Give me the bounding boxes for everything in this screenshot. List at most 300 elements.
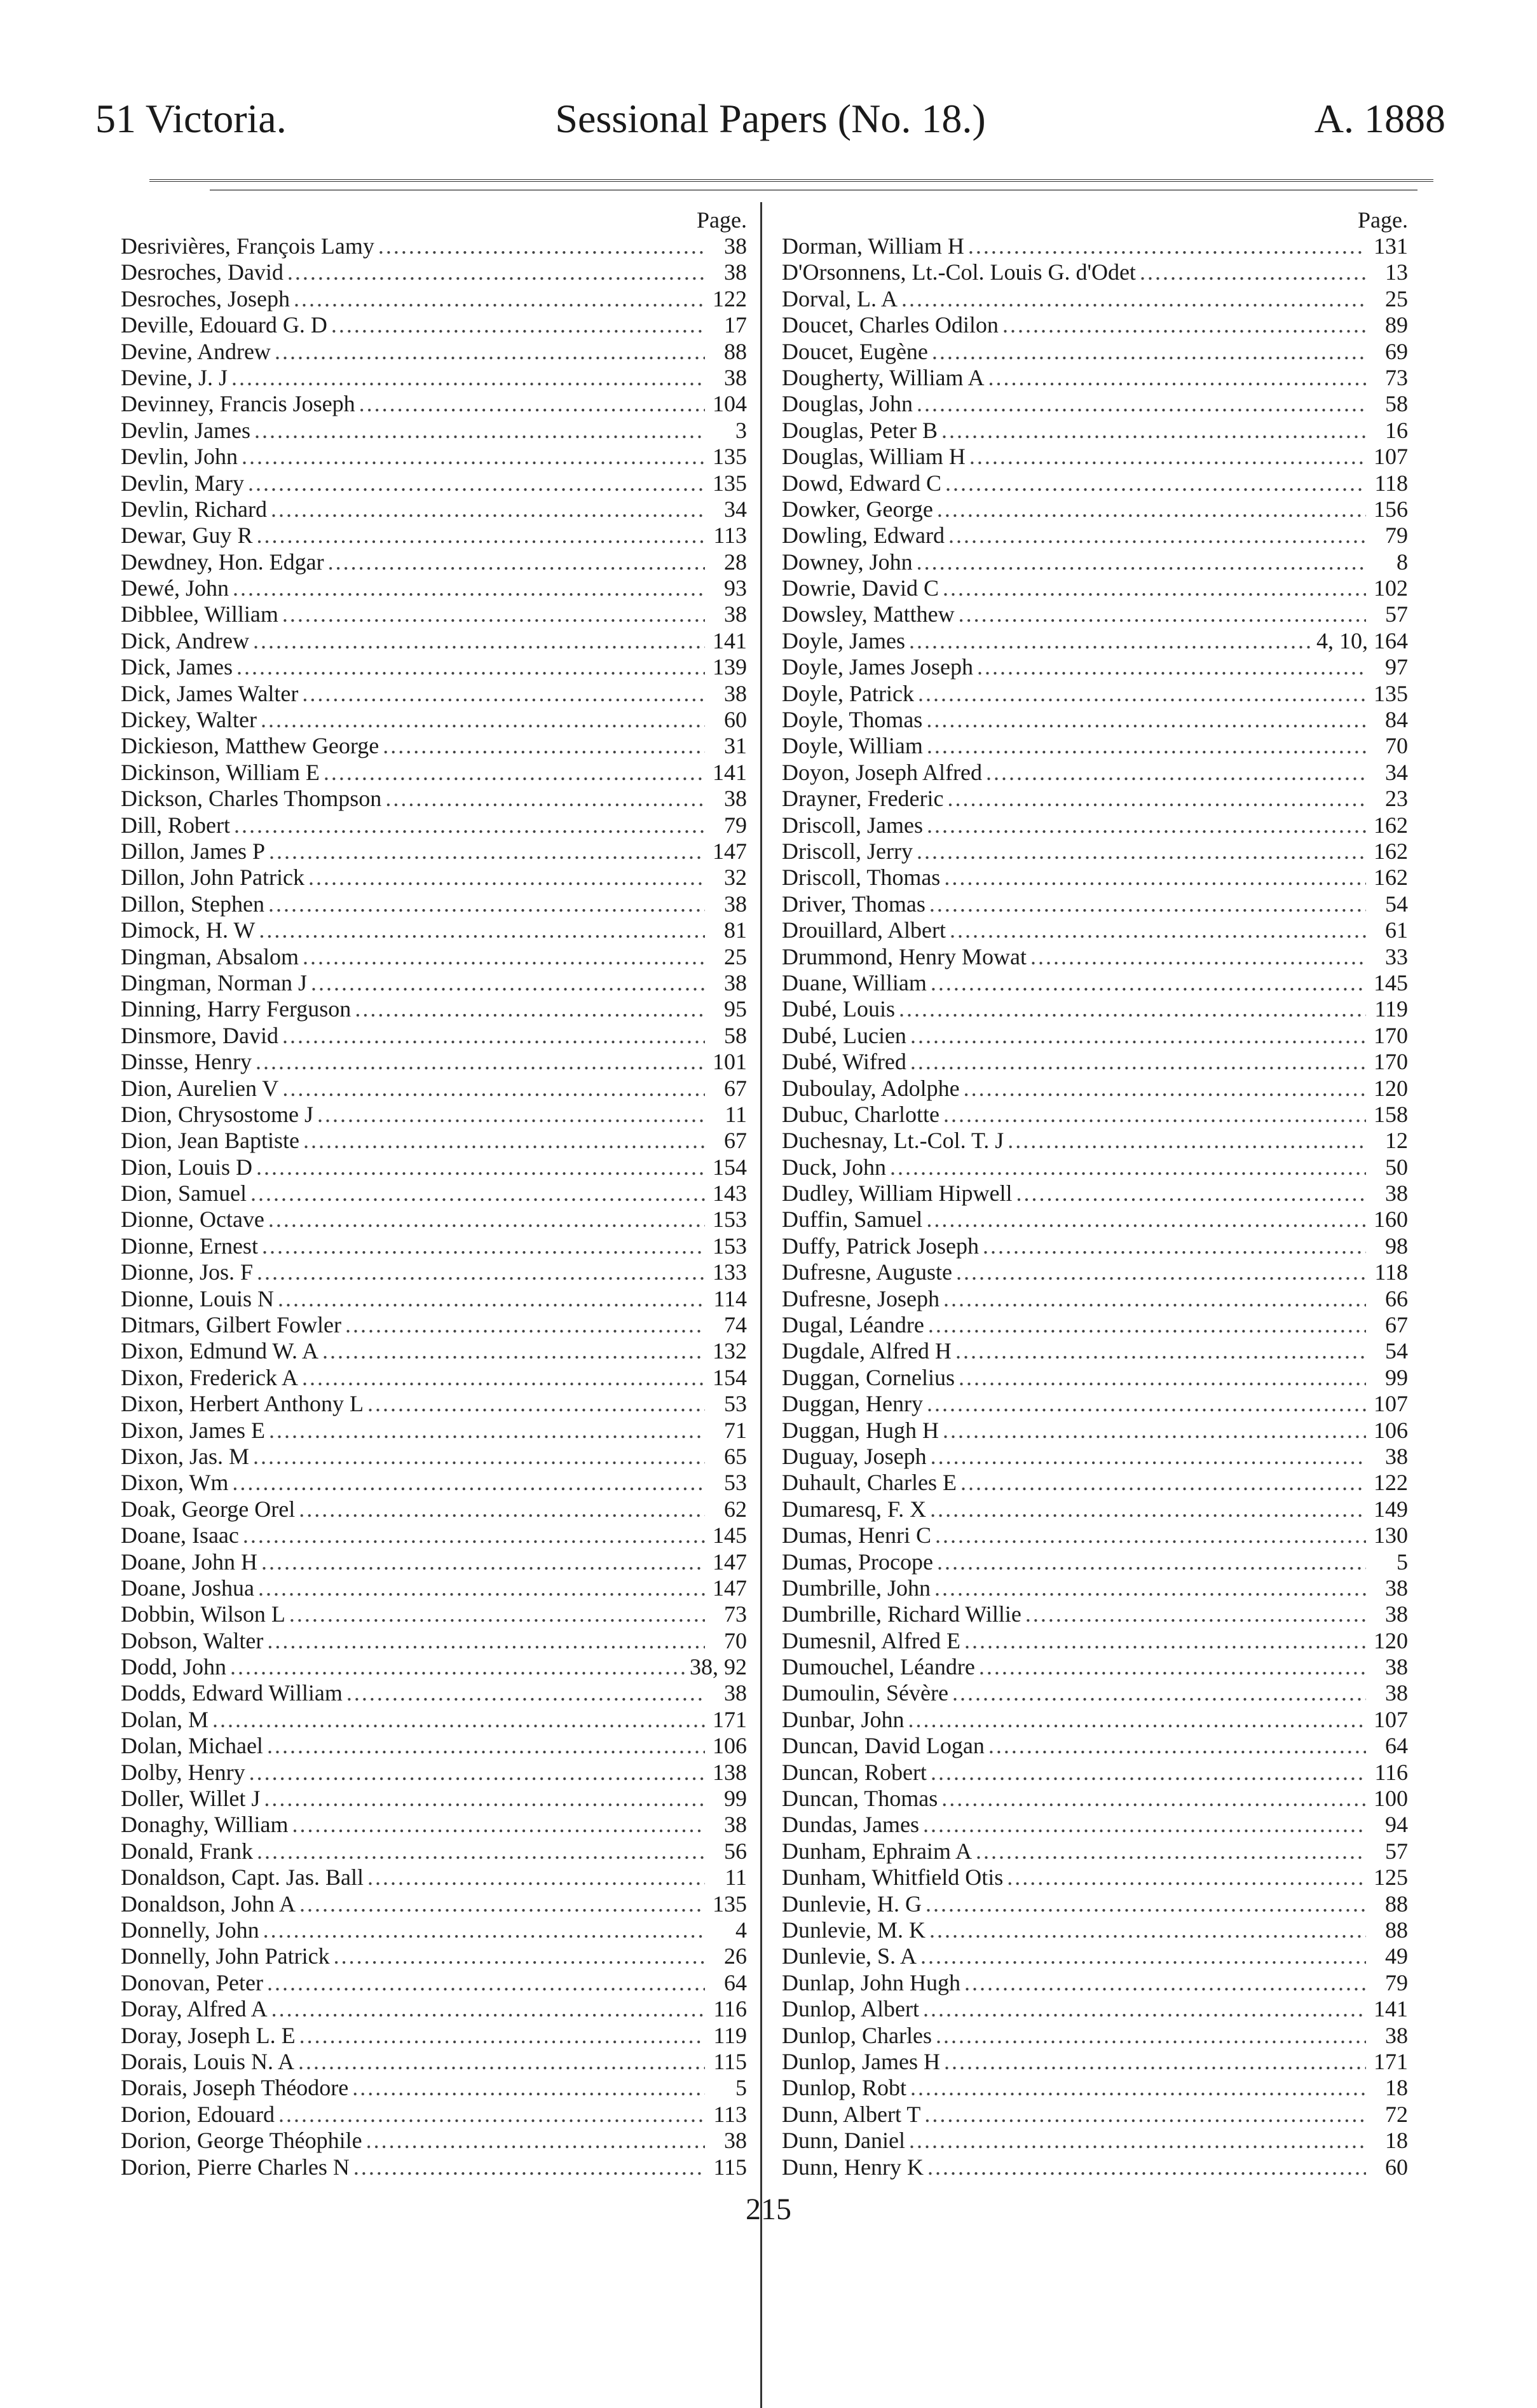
index-entry xyxy=(782,1418,1408,1444)
dot-leader xyxy=(258,1575,705,1601)
dot-leader xyxy=(302,681,705,707)
entry-page: 70 xyxy=(1385,733,1408,759)
dot-leader xyxy=(346,1680,705,1706)
index-entry xyxy=(782,891,1408,917)
entry-page: 58 xyxy=(1385,391,1408,417)
index-list-right xyxy=(782,233,1408,2180)
entry-page: 33 xyxy=(1385,943,1408,969)
entry-page: 54 xyxy=(1385,891,1408,917)
index-entry xyxy=(121,1102,747,1128)
entry-name: Dolan, Michael xyxy=(121,1733,263,1759)
dot-leader xyxy=(254,418,705,444)
entry-name: Donaldson, John A xyxy=(121,1891,296,1917)
entry-page: 93 xyxy=(724,575,747,601)
entry-page: 32 xyxy=(724,865,747,891)
index-entry xyxy=(121,628,747,654)
entry-page: 98 xyxy=(1385,1233,1408,1259)
index-entry xyxy=(121,259,747,285)
entry-name: Doray, Alfred A xyxy=(121,1996,268,2022)
entry-name: Dodd, John xyxy=(121,1654,227,1680)
entry-page: 25 xyxy=(724,943,747,969)
entry-name: Dunn, Daniel xyxy=(782,2128,905,2154)
entry-page: 132 xyxy=(713,1338,747,1364)
dot-leader xyxy=(910,2075,1366,2101)
index-entry xyxy=(121,812,747,838)
dot-leader xyxy=(956,1259,1366,1285)
entry-name: Dubé, Louis xyxy=(782,996,895,1022)
entry-name: Doyon, Joseph Alfred xyxy=(782,759,982,785)
entry-page: 13 xyxy=(1385,259,1408,285)
index-entry xyxy=(782,2102,1408,2128)
entry-name: Dumbrille, Richard Willie xyxy=(782,1601,1021,1627)
dot-leader xyxy=(923,1812,1366,1838)
index-entry xyxy=(121,944,747,970)
dot-leader xyxy=(278,1286,705,1312)
index-entry xyxy=(121,1970,747,1996)
dot-leader xyxy=(292,1812,705,1838)
entry-page: 84 xyxy=(1385,707,1408,733)
entry-page: 118 xyxy=(1374,470,1408,496)
dot-leader xyxy=(267,1628,705,1654)
index-entry xyxy=(782,2049,1408,2075)
entry-name: Dorais, Louis N. A xyxy=(121,2048,294,2074)
index-list-left xyxy=(121,233,747,2180)
dot-leader xyxy=(1016,1180,1367,1207)
entry-name: Dillon, John Patrick xyxy=(121,865,304,891)
dot-leader xyxy=(924,2102,1366,2128)
entry-page: 97 xyxy=(1385,654,1408,680)
entry-name: Duggan, Hugh H xyxy=(782,1417,939,1443)
index-entry xyxy=(782,1943,1408,1969)
index-entry xyxy=(121,1522,747,1549)
entry-name: Doucet, Eugène xyxy=(782,338,928,364)
entry-page: 99 xyxy=(724,1786,747,1812)
index-entry xyxy=(782,1917,1408,1943)
entry-page: 107 xyxy=(1374,1706,1408,1732)
index-entry xyxy=(782,628,1408,654)
entry-name: Devinney, Francis Joseph xyxy=(121,391,355,417)
dot-leader xyxy=(964,1076,1366,1102)
index-entry xyxy=(782,1838,1408,1864)
entry-name: Dorion, Pierre Charles N xyxy=(121,2154,350,2180)
dot-leader xyxy=(926,1207,1366,1233)
index-entry xyxy=(121,575,747,601)
entry-page: 38 xyxy=(724,969,747,995)
index-entry xyxy=(782,1365,1408,1391)
index-entry xyxy=(121,1180,747,1207)
entry-page: 67 xyxy=(1385,1312,1408,1338)
dot-leader xyxy=(352,2075,705,2101)
entry-page: 131 xyxy=(1374,233,1408,259)
dot-leader xyxy=(230,1654,686,1680)
index-entry xyxy=(121,1365,747,1391)
index-entry xyxy=(782,944,1408,970)
entry-name: Doane, John H xyxy=(121,1549,257,1575)
index-entry xyxy=(782,365,1408,391)
index-entry xyxy=(121,312,747,338)
entry-page: 143 xyxy=(713,1180,747,1207)
entry-name: Dionne, Louis N xyxy=(121,1285,274,1311)
entry-page: 106 xyxy=(1374,1417,1408,1443)
entry-name: Dubuc, Charlotte xyxy=(782,1101,939,1127)
entry-page: 99 xyxy=(1385,1364,1408,1390)
dot-leader xyxy=(261,1549,705,1575)
index-entry xyxy=(121,1996,747,2022)
index-entry xyxy=(121,2128,747,2154)
entry-page: 38 xyxy=(724,1680,747,1706)
index-entry xyxy=(782,1023,1408,1049)
entry-page: 122 xyxy=(713,285,747,311)
dot-leader xyxy=(267,1970,705,1996)
index-entry xyxy=(121,1391,747,1417)
dot-leader xyxy=(928,1312,1366,1338)
index-entry xyxy=(121,1760,747,1786)
dot-leader xyxy=(908,1707,1366,1733)
entry-name: Dumas, Procope xyxy=(782,1549,933,1575)
dot-leader xyxy=(383,733,705,759)
entry-name: Dewdney, Hon. Edgar xyxy=(121,549,324,575)
entry-name: Donnelly, John xyxy=(121,1917,259,1943)
header-title: Sessional Papers (No. 18.) xyxy=(555,96,986,141)
entry-page: 34 xyxy=(1385,759,1408,785)
index-entry xyxy=(782,1076,1408,1102)
dot-leader xyxy=(937,1549,1366,1575)
entry-page: 141 xyxy=(713,627,747,653)
entry-name: Dubé, Lucien xyxy=(782,1022,906,1048)
entry-name: Dorion, Edouard xyxy=(121,2101,275,2127)
entry-name: Dougherty, William A xyxy=(782,364,985,390)
dot-leader xyxy=(988,1733,1366,1759)
entry-page: 88 xyxy=(724,338,747,364)
dot-leader xyxy=(910,1049,1366,1075)
dot-leader xyxy=(917,549,1366,575)
entry-name: Dunlap, John Hugh xyxy=(782,1969,960,1995)
entry-name: Doane, Isaac xyxy=(121,1522,239,1549)
entry-page: 38 xyxy=(724,259,747,285)
dot-leader xyxy=(248,470,705,496)
dot-leader xyxy=(253,628,705,654)
dot-leader xyxy=(931,970,1366,996)
index-entry xyxy=(121,444,747,470)
entry-name: Dionne, Ernest xyxy=(121,1233,258,1259)
entry-name: Dunham, Ephraim A xyxy=(782,1838,972,1864)
dot-leader xyxy=(983,1233,1366,1259)
entry-page: 38 xyxy=(1385,1575,1408,1601)
dot-leader xyxy=(901,286,1366,312)
entry-name: Doyle, Patrick xyxy=(782,680,914,706)
index-entry xyxy=(121,760,747,786)
index-entry xyxy=(782,838,1408,865)
dot-leader xyxy=(931,1444,1366,1470)
entry-page: 139 xyxy=(713,654,747,680)
index-entry xyxy=(782,1654,1408,1680)
entry-name: Dolby, Henry xyxy=(121,1759,245,1785)
entry-name: Duboulay, Adolphe xyxy=(782,1075,960,1101)
entry-page: 104 xyxy=(713,391,747,417)
index-entry xyxy=(782,760,1408,786)
index-entry xyxy=(782,391,1408,417)
dot-leader xyxy=(944,865,1366,891)
entry-page: 138 xyxy=(713,1759,747,1785)
header-rule xyxy=(149,179,1433,182)
index-entry xyxy=(782,1549,1408,1575)
dot-leader xyxy=(262,1233,705,1259)
index-entry xyxy=(121,1496,747,1522)
dot-leader xyxy=(941,1786,1366,1812)
entry-page: 89 xyxy=(1385,312,1408,338)
index-entry xyxy=(121,917,747,943)
index-entry xyxy=(121,996,747,1022)
entry-name: Dion, Chrysostome J xyxy=(121,1101,314,1127)
entry-page: 17 xyxy=(724,312,747,338)
index-entry xyxy=(782,575,1408,601)
index-entry xyxy=(782,996,1408,1022)
index-entry xyxy=(782,786,1408,812)
entry-page: 73 xyxy=(1385,364,1408,390)
entry-name: Driver, Thomas xyxy=(782,891,926,917)
index-entry xyxy=(121,1338,747,1364)
index-entry xyxy=(782,233,1408,259)
entry-page: 64 xyxy=(724,1969,747,1995)
index-entry xyxy=(782,1628,1408,1654)
dot-leader xyxy=(1025,1601,1366,1627)
entry-page: 154 xyxy=(713,1364,747,1390)
entry-name: Duchesnay, Lt.-Col. T. J xyxy=(782,1128,1004,1154)
entry-page: 114 xyxy=(713,1285,747,1311)
dot-leader xyxy=(968,233,1366,259)
entry-name: Dunbar, John xyxy=(782,1706,905,1732)
dot-leader xyxy=(941,418,1366,444)
entry-name: Douglas, John xyxy=(782,391,913,417)
entry-name: Dobbin, Wilson L xyxy=(121,1601,285,1627)
dot-leader xyxy=(948,523,1366,549)
entry-name: Dobson, Walter xyxy=(121,1627,264,1653)
index-entry xyxy=(121,1917,747,1943)
dot-leader xyxy=(271,496,705,523)
entry-page: 100 xyxy=(1374,1786,1408,1812)
index-entry xyxy=(121,1707,747,1733)
entry-page: 60 xyxy=(724,707,747,733)
entry-name: Dingman, Norman J xyxy=(121,969,307,995)
dot-leader xyxy=(282,601,705,627)
dot-leader xyxy=(959,1365,1366,1391)
dot-leader xyxy=(268,1207,705,1233)
index-entry xyxy=(782,286,1408,312)
dot-leader xyxy=(345,1312,705,1338)
dot-leader xyxy=(969,444,1366,470)
entry-page: 31 xyxy=(724,733,747,759)
index-entry xyxy=(121,786,747,812)
dot-leader xyxy=(334,1943,705,1969)
entry-name: Dowling, Edward xyxy=(782,523,945,549)
dot-leader xyxy=(927,733,1366,759)
entry-page: 38 xyxy=(724,2128,747,2154)
dot-leader xyxy=(976,1838,1366,1864)
index-entry xyxy=(782,1180,1408,1207)
dot-leader xyxy=(367,1864,705,1891)
index-entry xyxy=(782,1522,1408,1549)
entry-page: 60 xyxy=(1385,2154,1408,2180)
index-entry xyxy=(782,601,1408,627)
index-entry xyxy=(782,523,1408,549)
entry-page: 4, 10, 164 xyxy=(1316,627,1408,653)
entry-page: 70 xyxy=(724,1627,747,1653)
dot-leader xyxy=(294,286,705,312)
dot-leader xyxy=(1140,259,1366,285)
entry-name: Dunham, Whitfield Otis xyxy=(782,1864,1004,1891)
entry-page: 149 xyxy=(1374,1496,1408,1522)
entry-name: Dunlevie, M. K xyxy=(782,1917,926,1943)
entry-page: 135 xyxy=(713,444,747,470)
dot-leader xyxy=(242,444,705,470)
entry-name: Dingman, Absalom xyxy=(121,943,299,969)
entry-name: Dunlop, Robt xyxy=(782,2075,907,2101)
entry-name: Duggan, Henry xyxy=(782,1391,923,1417)
dot-leader xyxy=(303,1128,705,1154)
entry-name: Dumbrille, John xyxy=(782,1575,931,1601)
index-entry xyxy=(782,1891,1408,1917)
entry-page: 61 xyxy=(1385,917,1408,943)
entry-page: 4 xyxy=(735,1917,747,1943)
index-entry xyxy=(782,707,1408,733)
entry-name: Dumoulin, Sévère xyxy=(782,1680,948,1706)
entry-name: Devlin, Mary xyxy=(121,470,244,496)
header-rule-secondary xyxy=(210,189,1417,191)
entry-page: 62 xyxy=(724,1496,747,1522)
entry-name: Dorval, L. A xyxy=(782,285,898,311)
index-entry xyxy=(121,1654,747,1680)
index-entry xyxy=(782,681,1408,707)
entry-name: Duncan, David Logan xyxy=(782,1733,985,1759)
entry-page: 74 xyxy=(724,1312,747,1338)
dot-leader xyxy=(322,1338,705,1364)
entry-page: 125 xyxy=(1374,1864,1408,1891)
index-entry xyxy=(782,1128,1408,1154)
index-entry xyxy=(782,654,1408,680)
entry-page: 53 xyxy=(724,1470,747,1496)
dot-leader xyxy=(263,1917,705,1943)
entry-name: Doyle, William xyxy=(782,733,923,759)
entry-page: 88 xyxy=(1385,1917,1408,1943)
entry-page: 57 xyxy=(1385,601,1408,627)
dot-leader xyxy=(261,707,705,733)
entry-name: Dorion, George Théophile xyxy=(121,2128,362,2154)
entry-name: Douglas, Peter B xyxy=(782,417,938,443)
entry-name: Duffin, Samuel xyxy=(782,1207,923,1233)
entry-name: Donaghy, William xyxy=(121,1812,289,1838)
dot-leader xyxy=(920,1943,1366,1969)
dot-leader xyxy=(259,917,705,943)
index-entry xyxy=(121,1312,747,1338)
entry-page: 170 xyxy=(1374,1022,1408,1048)
entry-page: 120 xyxy=(1374,1075,1408,1101)
dot-leader xyxy=(937,496,1366,523)
entry-page: 162 xyxy=(1374,865,1408,891)
index-entry xyxy=(782,1575,1408,1601)
entry-name: Duck, John xyxy=(782,1154,886,1180)
entry-page: 81 xyxy=(724,917,747,943)
index-entry xyxy=(121,1444,747,1470)
entry-page: 113 xyxy=(713,2101,747,2127)
entry-page: 153 xyxy=(713,1233,747,1259)
dot-leader xyxy=(353,2154,705,2180)
dot-leader xyxy=(257,1838,705,1864)
index-entry xyxy=(121,1601,747,1627)
dot-leader xyxy=(955,1338,1366,1364)
dot-leader xyxy=(917,838,1366,865)
dot-leader xyxy=(945,470,1366,496)
dot-leader xyxy=(249,1760,705,1786)
index-entry xyxy=(782,970,1408,996)
index-entry xyxy=(121,1286,747,1312)
entry-name: Dixon, Frederick A xyxy=(121,1364,298,1390)
entry-name: Dumas, Henri C xyxy=(782,1522,931,1549)
index-entry xyxy=(121,1838,747,1864)
dot-leader xyxy=(1007,1864,1366,1891)
dot-leader xyxy=(927,812,1366,838)
entry-page: 160 xyxy=(1374,1207,1408,1233)
dot-leader xyxy=(233,575,705,601)
entry-name: Dufresne, Auguste xyxy=(782,1259,952,1285)
dot-leader xyxy=(988,365,1366,391)
dot-leader xyxy=(317,1102,705,1128)
dot-leader xyxy=(952,1680,1366,1706)
entry-name: Devine, Andrew xyxy=(121,338,271,364)
dot-leader xyxy=(278,2102,705,2128)
entry-page: 135 xyxy=(713,1891,747,1917)
index-entry xyxy=(121,1680,747,1706)
entry-name: Doane, Joshua xyxy=(121,1575,254,1601)
index-entry xyxy=(121,2023,747,2049)
entry-name: Dodds, Edward William xyxy=(121,1680,343,1706)
index-entry xyxy=(782,1996,1408,2022)
entry-name: Dunlop, Albert xyxy=(782,1996,919,2022)
entry-name: Devine, J. J xyxy=(121,364,228,390)
dot-leader xyxy=(282,1023,705,1049)
dot-leader xyxy=(960,1470,1366,1496)
dot-leader xyxy=(331,312,705,338)
index-entry xyxy=(121,601,747,627)
dot-leader xyxy=(927,2154,1366,2180)
dot-leader xyxy=(302,1365,705,1391)
index-entry xyxy=(121,1733,747,1759)
index-entry xyxy=(782,549,1408,575)
dot-leader xyxy=(299,2023,705,2049)
dot-leader xyxy=(1002,312,1366,338)
entry-name: Dill, Robert xyxy=(121,812,230,838)
entry-page: 118 xyxy=(1374,1259,1408,1285)
entry-page: 38 xyxy=(1385,1601,1408,1627)
index-entry xyxy=(121,733,747,759)
entry-name: Dowd, Edward C xyxy=(782,470,941,496)
dot-leader xyxy=(927,1391,1366,1417)
entry-name: Duncan, Thomas xyxy=(782,1786,938,1812)
entry-name: Dixon, James E xyxy=(121,1417,265,1443)
page-column-label: Page. xyxy=(697,207,747,233)
header-volume: 51 Victoria. xyxy=(95,96,287,141)
entry-name: Driscoll, Thomas xyxy=(782,865,941,891)
index-entry xyxy=(782,1444,1408,1470)
index-entry xyxy=(121,523,747,549)
entry-name: Dinsmore, David xyxy=(121,1022,278,1048)
dot-leader xyxy=(890,1154,1366,1180)
entry-page: 79 xyxy=(724,812,747,838)
dot-leader xyxy=(324,760,705,786)
entry-name: Dionne, Jos. F xyxy=(121,1259,254,1285)
entry-page: 38 xyxy=(724,601,747,627)
entry-name: Dinning, Harry Ferguson xyxy=(121,996,352,1022)
index-entry xyxy=(782,1154,1408,1180)
